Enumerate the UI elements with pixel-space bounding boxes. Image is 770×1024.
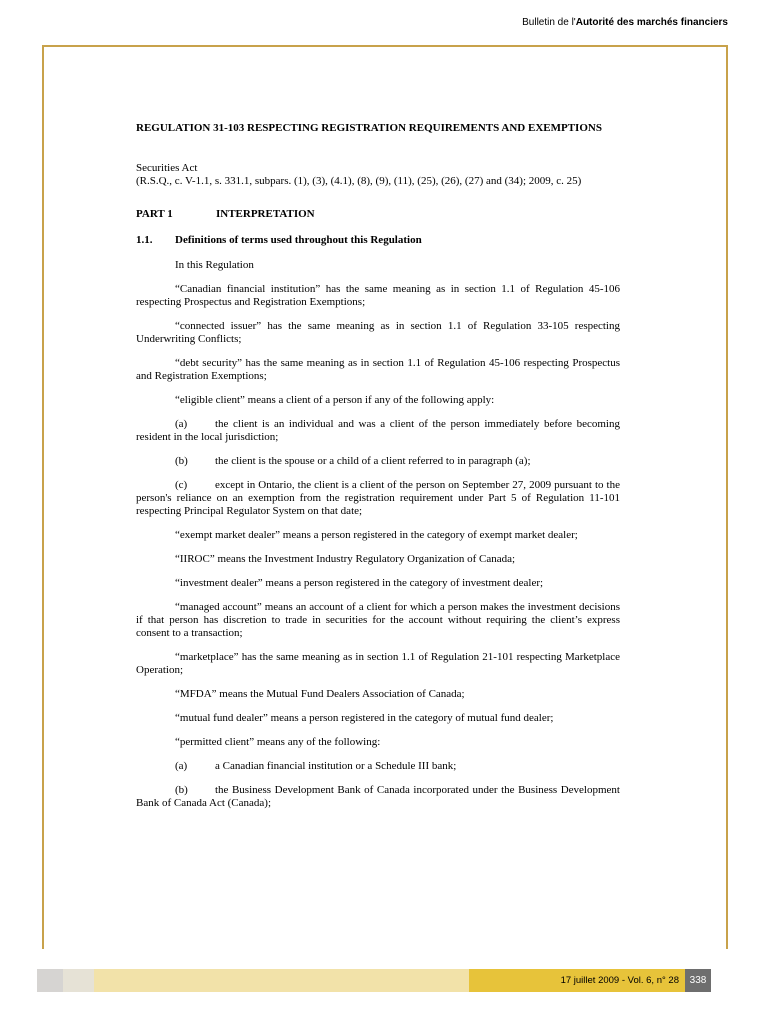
page-number: 338 <box>685 969 711 992</box>
act-name: Securities Act <box>136 162 198 174</box>
section-number: 1.1. <box>136 234 153 246</box>
section-intro: In this Regulation <box>175 259 254 271</box>
act-reference: (R.S.Q., c. V-1.1, s. 331.1, subpars. (1), (3), (4.1), (8), (9), (11), (25), (26), (27) and (34); 2009, c. 25) <box>136 175 582 187</box>
item-text: except in Ontario, the client is a client of the person on September 27, 2009 pursuant to the person's reliance on an exemption from the registration requirement under Part 5 of Regulation 11-101 respecting Principal Regulator System on that date; <box>136 479 620 517</box>
section-title: Definitions of terms used throughout this Regulation <box>175 234 422 246</box>
header-prefix: Bulletin de l' <box>522 17 576 28</box>
list-item <box>136 784 620 810</box>
item-label: (a) <box>175 760 188 772</box>
definition-paragraph: “IIROC” means the Investment Industry Regulatory Organization of Canada; <box>175 553 516 565</box>
footer-band-pale <box>63 969 94 992</box>
definition-paragraph: “mutual fund dealer” means a person registered in the category of mutual fund dealer; <box>175 712 554 724</box>
list-item <box>136 479 620 518</box>
item-label: (b) <box>175 784 188 796</box>
definition-paragraph: “connected issuer” has the same meaning as in section 1.1 of Regulation 33-105 respecting Underwriting Conflicts; <box>136 320 620 345</box>
section-heading <box>136 234 620 247</box>
footer-band-grey <box>37 969 63 992</box>
bulletin-header <box>522 17 728 28</box>
item-label: (b) <box>175 455 188 467</box>
list-item <box>136 455 620 468</box>
definition-paragraph: “MFDA” means the Mutual Fund Dealers Association of Canada; <box>175 688 465 700</box>
part-number: PART 1 <box>136 208 173 220</box>
part-title: INTERPRETATION <box>216 208 315 220</box>
footer-band-light-gold <box>94 969 469 992</box>
list-item <box>136 418 620 444</box>
definition-paragraph: “exempt market dealer” means a person registered in the category of exempt market dealer; <box>175 529 578 541</box>
item-text: the client is the spouse or a child of a client referred to in paragraph (a); <box>215 455 531 467</box>
page-footer <box>37 969 731 992</box>
definition-paragraph: “eligible client” means a client of a person if any of the following apply: <box>175 394 495 406</box>
part-heading <box>136 208 620 221</box>
definition-paragraph: “Canadian financial institution” has the same meaning as in section 1.1 of Regulation 45-106 respecting Prospectus and Registration Exemptions; <box>136 283 620 308</box>
footer-issue: 17 juillet 2009 - Vol. 6, n° 28 <box>469 969 685 992</box>
item-label: (c) <box>175 479 188 491</box>
definition-paragraph: “investment dealer” means a person registered in the category of investment dealer; <box>175 577 544 589</box>
definition-paragraph: “debt security” has the same meaning as in section 1.1 of Regulation 45-106 respecting Prospectus and Registration Exemptions; <box>136 357 620 382</box>
item-text: a Canadian financial institution or a Schedule III bank; <box>215 760 457 772</box>
regulation-title: REGULATION 31-103 RESPECTING REGISTRATION REQUIREMENTS AND EXEMPTIONS <box>136 122 602 134</box>
item-label: (a) <box>175 418 188 430</box>
definition-paragraph: “permitted client” means any of the following: <box>175 736 381 748</box>
list-item <box>136 760 620 773</box>
definition-paragraph: “marketplace” has the same meaning as in section 1.1 of Regulation 21-101 respecting Marketplace Operation; <box>136 651 620 676</box>
enabling-act <box>136 162 620 188</box>
definition-paragraph: “managed account” means an account of a client for which a person makes the investment decisions if that person has discretion to trade in securities for the account without requiring the client’s express consent to a transaction; <box>136 601 620 639</box>
item-text: the Business Development Bank of Canada incorporated under the Business Development Bank of Canada Act (Canada); <box>136 784 620 809</box>
document-body <box>136 122 620 821</box>
header-publisher: Autorité des marchés financiers <box>575 17 728 28</box>
item-text: the client is an individual and was a client of the person immediately before becoming resident in the local jurisdiction; <box>136 418 620 443</box>
